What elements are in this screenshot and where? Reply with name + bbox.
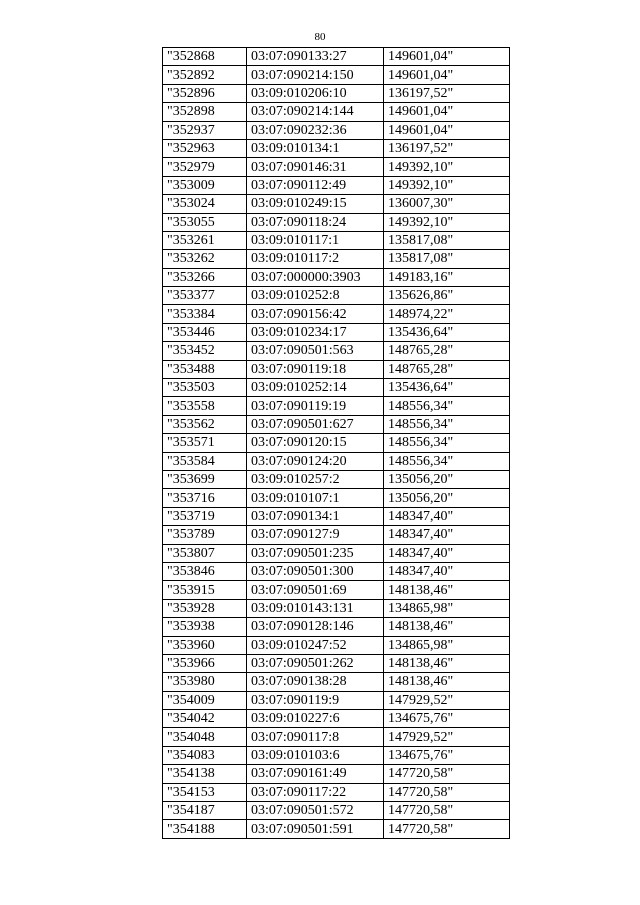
amount-cell: 148138,46" xyxy=(384,581,510,599)
amount-cell: 135056,20" xyxy=(384,470,510,488)
table-row xyxy=(163,323,510,341)
cadastral-number-cell: 03:09:010234:17 xyxy=(247,323,384,341)
table-row xyxy=(163,562,510,580)
cadastral-number-cell: 03:09:010107:1 xyxy=(247,489,384,507)
cadastral-number-cell: 03:09:010247:52 xyxy=(247,636,384,654)
record-number-cell: "353699 xyxy=(163,470,247,488)
cadastral-number-cell: 03:09:010252:14 xyxy=(247,379,384,397)
cadastral-number-cell: 03:07:090146:31 xyxy=(247,158,384,176)
record-number-cell: "353055 xyxy=(163,213,247,231)
amount-cell: 147720,58" xyxy=(384,820,510,838)
table-row xyxy=(163,379,510,397)
table-row xyxy=(163,452,510,470)
amount-cell: 148556,34" xyxy=(384,397,510,415)
table-row xyxy=(163,139,510,157)
table-row xyxy=(163,342,510,360)
table-row xyxy=(163,305,510,323)
cadastral-number-cell: 03:07:090128:146 xyxy=(247,618,384,636)
record-number-cell: "353503 xyxy=(163,379,247,397)
cadastral-number-cell: 03:07:090501:572 xyxy=(247,802,384,820)
record-number-cell: "354042 xyxy=(163,710,247,728)
amount-cell: 149183,16" xyxy=(384,268,510,286)
table-row xyxy=(163,820,510,838)
cadastral-number-cell: 03:07:090232:36 xyxy=(247,121,384,139)
registry-table-body xyxy=(163,48,510,839)
table-row xyxy=(163,360,510,378)
amount-cell: 149601,04" xyxy=(384,103,510,121)
record-number-cell: "353488 xyxy=(163,360,247,378)
amount-cell: 148556,34" xyxy=(384,434,510,452)
amount-cell: 147720,58" xyxy=(384,765,510,783)
amount-cell: 148556,34" xyxy=(384,452,510,470)
amount-cell: 135817,08" xyxy=(384,231,510,249)
cadastral-number-cell: 03:09:010117:2 xyxy=(247,250,384,268)
amount-cell: 149392,10" xyxy=(384,176,510,194)
cadastral-number-cell: 03:07:090118:24 xyxy=(247,213,384,231)
amount-cell: 136197,52" xyxy=(384,84,510,102)
table-row xyxy=(163,84,510,102)
table-row xyxy=(163,268,510,286)
cadastral-number-cell: 03:07:090501:69 xyxy=(247,581,384,599)
cadastral-number-cell: 03:07:090117:8 xyxy=(247,728,384,746)
cadastral-number-cell: 03:07:090501:235 xyxy=(247,544,384,562)
cadastral-number-cell: 03:07:090501:591 xyxy=(247,820,384,838)
record-number-cell: "353789 xyxy=(163,526,247,544)
cadastral-number-cell: 03:07:090119:9 xyxy=(247,691,384,709)
record-number-cell: "354187 xyxy=(163,802,247,820)
cadastral-number-cell: 03:07:090120:15 xyxy=(247,434,384,452)
cadastral-number-cell: 03:07:090119:19 xyxy=(247,397,384,415)
table-row xyxy=(163,765,510,783)
record-number-cell: "353584 xyxy=(163,452,247,470)
table-row xyxy=(163,783,510,801)
cadastral-number-cell: 03:07:090501:262 xyxy=(247,654,384,672)
record-number-cell: "352979 xyxy=(163,158,247,176)
record-number-cell: "353966 xyxy=(163,654,247,672)
amount-cell: 134675,76" xyxy=(384,746,510,764)
cadastral-number-cell: 03:07:090161:49 xyxy=(247,765,384,783)
table-row xyxy=(163,250,510,268)
amount-cell: 148347,40" xyxy=(384,562,510,580)
table-row xyxy=(163,618,510,636)
cadastral-number-cell: 03:07:090214:150 xyxy=(247,66,384,84)
amount-cell: 134675,76" xyxy=(384,710,510,728)
amount-cell: 135436,64" xyxy=(384,379,510,397)
record-number-cell: "353558 xyxy=(163,397,247,415)
amount-cell: 149601,04" xyxy=(384,66,510,84)
table-row xyxy=(163,489,510,507)
cadastral-number-cell: 03:07:090124:20 xyxy=(247,452,384,470)
record-number-cell: "353807 xyxy=(163,544,247,562)
table-row xyxy=(163,654,510,672)
record-number-cell: "354083 xyxy=(163,746,247,764)
record-number-cell: "353980 xyxy=(163,673,247,691)
amount-cell: 148765,28" xyxy=(384,342,510,360)
page-number: 80 xyxy=(314,31,326,43)
amount-cell: 148347,40" xyxy=(384,544,510,562)
record-number-cell: "354048 xyxy=(163,728,247,746)
amount-cell: 148138,46" xyxy=(384,618,510,636)
amount-cell: 148765,28" xyxy=(384,360,510,378)
record-number-cell: "353960 xyxy=(163,636,247,654)
table-row xyxy=(163,802,510,820)
cadastral-number-cell: 03:07:000000:3903 xyxy=(247,268,384,286)
record-number-cell: "353262 xyxy=(163,250,247,268)
record-number-cell: "352963 xyxy=(163,139,247,157)
cadastral-number-cell: 03:07:090112:49 xyxy=(247,176,384,194)
cadastral-number-cell: 03:09:010143:131 xyxy=(247,599,384,617)
cadastral-number-cell: 03:07:090214:144 xyxy=(247,103,384,121)
amount-cell: 149392,10" xyxy=(384,158,510,176)
record-number-cell: "353009 xyxy=(163,176,247,194)
table-row xyxy=(163,599,510,617)
cadastral-number-cell: 03:09:010103:6 xyxy=(247,746,384,764)
amount-cell: 149392,10" xyxy=(384,213,510,231)
table-row xyxy=(163,470,510,488)
cadastral-number-cell: 03:09:010206:10 xyxy=(247,84,384,102)
record-number-cell: "352898 xyxy=(163,103,247,121)
table-row xyxy=(163,728,510,746)
table-row xyxy=(163,103,510,121)
amount-cell: 148556,34" xyxy=(384,415,510,433)
cadastral-number-cell: 03:09:010134:1 xyxy=(247,139,384,157)
amount-cell: 147720,58" xyxy=(384,802,510,820)
amount-cell: 148974,22" xyxy=(384,305,510,323)
amount-cell: 134865,98" xyxy=(384,599,510,617)
record-number-cell: "353938 xyxy=(163,618,247,636)
table-row xyxy=(163,66,510,84)
table-row xyxy=(163,287,510,305)
amount-cell: 149601,04" xyxy=(384,48,510,66)
cadastral-number-cell: 03:07:090501:627 xyxy=(247,415,384,433)
record-number-cell: "353928 xyxy=(163,599,247,617)
record-number-cell: "353571 xyxy=(163,434,247,452)
record-number-cell: "352892 xyxy=(163,66,247,84)
record-number-cell: "353446 xyxy=(163,323,247,341)
amount-cell: 149601,04" xyxy=(384,121,510,139)
cadastral-number-cell: 03:07:090134:1 xyxy=(247,507,384,525)
record-number-cell: "353384 xyxy=(163,305,247,323)
table-row xyxy=(163,195,510,213)
record-number-cell: "353562 xyxy=(163,415,247,433)
table-row xyxy=(163,48,510,66)
cadastral-number-cell: 03:07:090117:22 xyxy=(247,783,384,801)
amount-cell: 135436,64" xyxy=(384,323,510,341)
cadastral-number-cell: 03:07:090119:18 xyxy=(247,360,384,378)
cadastral-number-cell: 03:07:090127:9 xyxy=(247,526,384,544)
amount-cell: 135056,20" xyxy=(384,489,510,507)
record-number-cell: "354153 xyxy=(163,783,247,801)
table-row xyxy=(163,746,510,764)
table-row xyxy=(163,121,510,139)
table-row xyxy=(163,636,510,654)
record-number-cell: "352896 xyxy=(163,84,247,102)
record-number-cell: "353377 xyxy=(163,287,247,305)
amount-cell: 147929,52" xyxy=(384,691,510,709)
table-row xyxy=(163,673,510,691)
amount-cell: 136007,30" xyxy=(384,195,510,213)
table-row xyxy=(163,213,510,231)
cadastral-number-cell: 03:09:010249:15 xyxy=(247,195,384,213)
amount-cell: 147720,58" xyxy=(384,783,510,801)
record-number-cell: "353024 xyxy=(163,195,247,213)
cadastral-number-cell: 03:07:090156:42 xyxy=(247,305,384,323)
cadastral-number-cell: 03:09:010117:1 xyxy=(247,231,384,249)
amount-cell: 136197,52" xyxy=(384,139,510,157)
cadastral-number-cell: 03:07:090133:27 xyxy=(247,48,384,66)
table-row xyxy=(163,691,510,709)
record-number-cell: "354009 xyxy=(163,691,247,709)
table-row xyxy=(163,176,510,194)
registry-table xyxy=(162,47,510,839)
record-number-cell: "353846 xyxy=(163,562,247,580)
record-number-cell: "353261 xyxy=(163,231,247,249)
amount-cell: 147929,52" xyxy=(384,728,510,746)
record-number-cell: "353716 xyxy=(163,489,247,507)
record-number-cell: "354138 xyxy=(163,765,247,783)
table-row xyxy=(163,710,510,728)
record-number-cell: "353719 xyxy=(163,507,247,525)
table-row xyxy=(163,158,510,176)
cadastral-number-cell: 03:09:010252:8 xyxy=(247,287,384,305)
record-number-cell: "353266 xyxy=(163,268,247,286)
cadastral-number-cell: 03:09:010227:6 xyxy=(247,710,384,728)
cadastral-number-cell: 03:07:090501:563 xyxy=(247,342,384,360)
amount-cell: 148347,40" xyxy=(384,507,510,525)
record-number-cell: "354188 xyxy=(163,820,247,838)
amount-cell: 148138,46" xyxy=(384,654,510,672)
record-number-cell: "352937 xyxy=(163,121,247,139)
table-row xyxy=(163,434,510,452)
table-row xyxy=(163,415,510,433)
cadastral-number-cell: 03:07:090501:300 xyxy=(247,562,384,580)
table-row xyxy=(163,581,510,599)
amount-cell: 135817,08" xyxy=(384,250,510,268)
record-number-cell: "353452 xyxy=(163,342,247,360)
amount-cell: 135626,86" xyxy=(384,287,510,305)
amount-cell: 148138,46" xyxy=(384,673,510,691)
amount-cell: 134865,98" xyxy=(384,636,510,654)
table-row xyxy=(163,397,510,415)
record-number-cell: "352868 xyxy=(163,48,247,66)
amount-cell: 148347,40" xyxy=(384,526,510,544)
table-row xyxy=(163,507,510,525)
table-row xyxy=(163,544,510,562)
cadastral-number-cell: 03:07:090138:28 xyxy=(247,673,384,691)
cadastral-number-cell: 03:09:010257:2 xyxy=(247,470,384,488)
record-number-cell: "353915 xyxy=(163,581,247,599)
table-row xyxy=(163,231,510,249)
table-row xyxy=(163,526,510,544)
